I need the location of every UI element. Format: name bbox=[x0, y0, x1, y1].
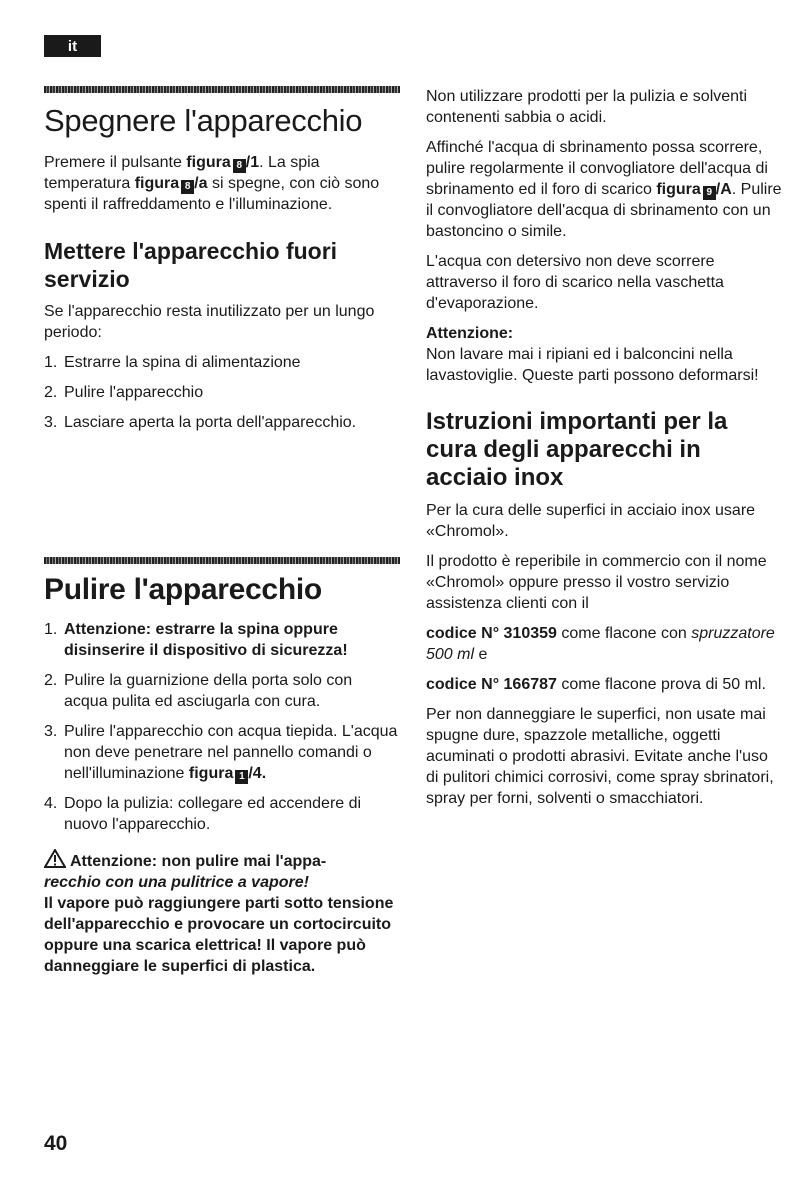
product-code-1: codice N° 310359 come flacone con spruzzatore 500 ml e bbox=[426, 625, 775, 663]
steam-warning: Attenzione: non pulire mai l'appa- recchio con una pulitrice a vapore! Il vapore può raggiungere parti sotto tensione dell'apparecchio e provocare un cortocircuito oppure una scarica elettrica! Il vapore può danneggiare le superfici di plastica. bbox=[44, 849, 400, 977]
figure-ref-badge: 9 bbox=[703, 186, 716, 200]
right-column bbox=[426, 86, 784, 818]
drain-paragraph: Affinché l'acqua di sbrinamento possa scorrere, pulire regolarmente il convogliatore dell'acqua di sbrinamento ed il foro di scarico figura 9 /A. Pulire il convogliatore dell'acqua di sbrinamento con un bastoncino o simile. bbox=[426, 139, 782, 240]
detergent-paragraph: L'acqua con detersivo non deve scorrere attraverso il foro di scarico nella vaschetta d'evaporazione. bbox=[426, 253, 724, 312]
product-code-2: codice N° 166787 come flacone prova di 50 ml. bbox=[426, 676, 766, 693]
switch-off-paragraph: Premere il pulsante figura 8 /1. La spia temperatura figura 8 /a si spegne, con ciò sono spenti il raffreddamento e l'illuminazione. bbox=[44, 154, 380, 213]
list-item: 3. Lasciare aperta la porta dell'apparecchio. bbox=[44, 414, 357, 431]
dishwasher-warning: Attenzione: Non lavare mai i ripiani ed i balconcini nella lavastoviglie. Queste parti possono deformarsi! bbox=[426, 325, 759, 384]
heading-out-of-service: Mettere l'apparecchio fuori servizio bbox=[44, 238, 338, 292]
heading-switch-off: Spegnere l'apparecchio bbox=[44, 103, 363, 138]
list-item: 2. Pulire l'apparecchio bbox=[44, 384, 204, 401]
chromol-paragraph: Per la cura delle superfici in acciaio inox usare «Chromol». bbox=[426, 502, 756, 540]
left-column-top bbox=[44, 103, 400, 442]
section-rule-middle bbox=[44, 557, 400, 564]
language-badge: it bbox=[44, 35, 101, 57]
section-rule-top bbox=[44, 86, 400, 93]
cleaning-steps bbox=[44, 619, 400, 835]
list-item: 1. Attenzione: estrarre la spina oppure disinserire il dispositivo di sicurezza! bbox=[44, 621, 348, 659]
left-column-bottom bbox=[44, 572, 400, 986]
list-item: 4. Dopo la pulizia: collegare ed accendere di nuovo l'apparecchio. bbox=[44, 795, 362, 833]
figure-ref-badge: 8 bbox=[233, 159, 246, 173]
out-of-service-intro: Se l'apparecchio resta inutilizzato per un lungo periodo: bbox=[44, 303, 375, 341]
figure-ref-badge: 1 bbox=[235, 770, 248, 784]
page-number: 40 bbox=[44, 1132, 68, 1155]
list-item: 2. Pulire la guarnizione della porta solo con acqua pulita ed asciugarla con cura. bbox=[44, 672, 353, 710]
solvents-paragraph: Non utilizzare prodotti per la pulizia e solventi contenenti sabbia o acidi. bbox=[426, 88, 748, 126]
list-item: 3. Pulire l'apparecchio con acqua tiepida. L'acqua non deve penetrare nel pannello comandi o nell'illuminazione figura 1 /4. bbox=[44, 723, 398, 782]
figure-ref-badge: 8 bbox=[181, 180, 194, 194]
warning-triangle-icon bbox=[44, 849, 66, 868]
heading-clean-appliance: Pulire l'apparecchio bbox=[44, 573, 322, 606]
out-of-service-steps bbox=[44, 352, 400, 433]
list-item: 1. Estrarre la spina di alimentazione bbox=[44, 354, 301, 371]
heading-stainless-care: Istruzioni importanti per la cura degli apparecchi in acciaio inox bbox=[426, 408, 728, 491]
availability-paragraph: Il prodotto è reperibile in commercio con il nome «Chromol» oppure presso il vostro servizio assistenza clienti con il bbox=[426, 553, 767, 612]
surface-care-paragraph: Per non danneggiare le superfici, non usate mai spugne dure, spazzole metalliche, oggetti acuminati o prodotti abrasivi. Evitate anche l'uso di pulitori chimici corrosivi, come spray sbrinatori, spray per forni, solventi o smacchiatori. bbox=[426, 706, 774, 807]
